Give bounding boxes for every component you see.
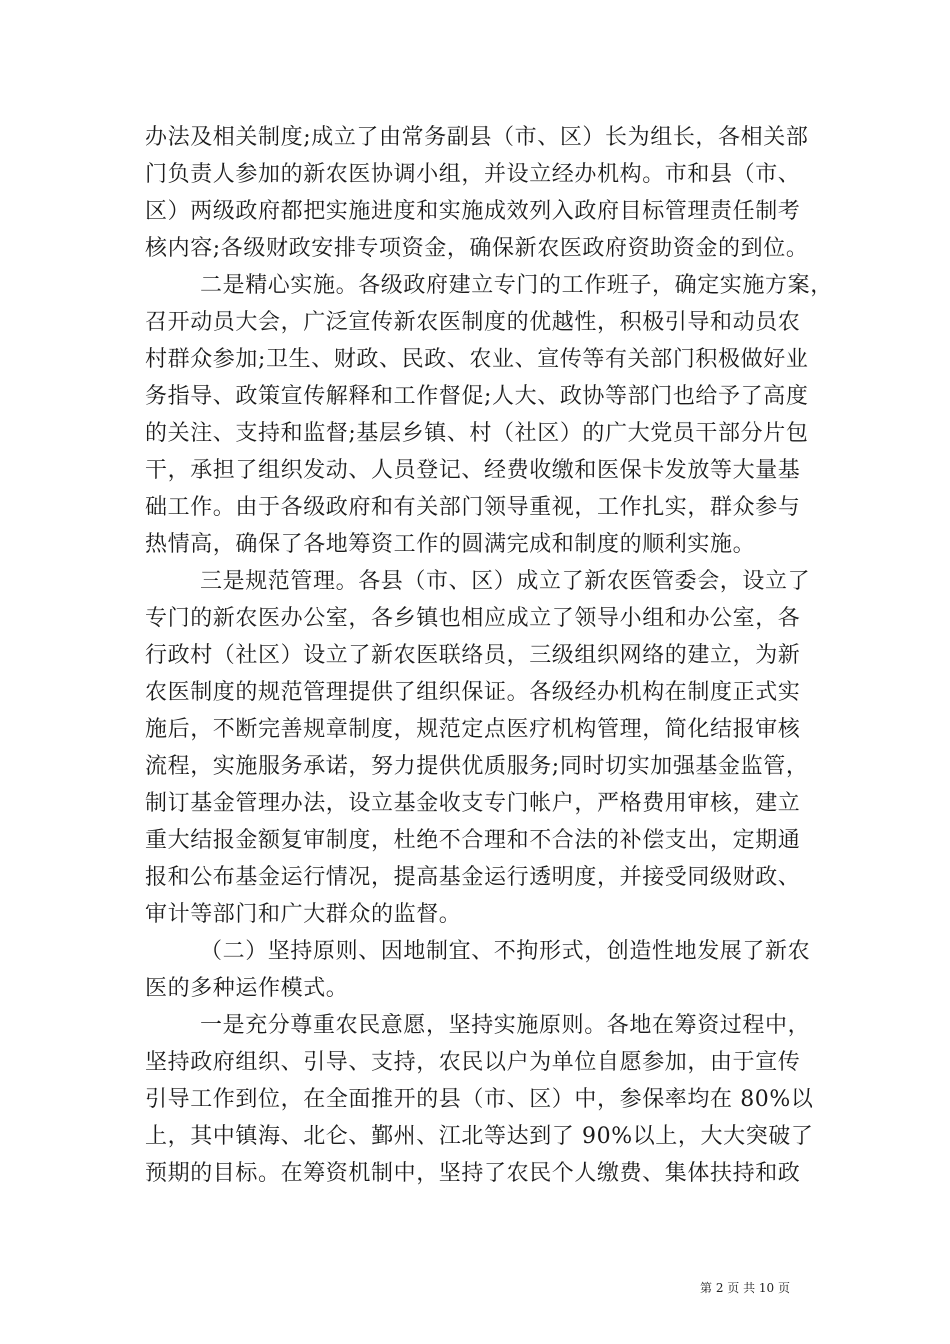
text-line: 医的多种运作模式。 — [145, 976, 349, 1001]
text-line: 报和公布基金运行情况，提高基金运行透明度，并接受同级财政、 — [145, 865, 801, 890]
text-line: 三是规范管理。各县（市、区）成立了新农医管委会，设立了 — [200, 569, 811, 594]
text-line: 础工作。由于各级政府和有关部门领导重视，工作扎实，群众参与 — [145, 495, 801, 520]
text-line: 行政村（社区）设立了新农医联络员，三级组织网络的建立，为新 — [145, 643, 801, 668]
text-line: 专门的新农医办公室，各乡镇也相应成立了领导小组和办公室，各 — [145, 606, 801, 631]
text-line: 热情高，确保了各地筹资工作的圆满完成和制度的顺利实施。 — [145, 532, 756, 557]
text-line: 施后，不断完善规章制度，规范定点医疗机构管理，简化结报审核 — [145, 717, 801, 742]
text-line: 坚持政府组织、引导、支持，农民以户为单位自愿参加，由于宣传 — [145, 1050, 801, 1075]
text-line: 流程，实施服务承诺，努力提供优质服务;同时切实加强基金监管， — [145, 754, 809, 779]
text-line: 农医制度的规范管理提供了组织保证。各级经办机构在制度正式实 — [145, 680, 801, 705]
text-line: 制订基金管理办法，设立基金收支专门帐户，严格费用审核，建立 — [145, 791, 801, 816]
text-line: 二是精心实施。各级政府建立专门的工作班子，确定实施方案， — [200, 273, 833, 298]
text-line: 区）两级政府都把实施进度和实施成效列入政府目标管理责任制考 — [145, 199, 801, 224]
page-footer: 第 2 页 共 10 页 — [700, 1281, 790, 1295]
text-line: 的关注、支持和监督;基层乡镇、村（社区）的广大党员干部分片包 — [145, 421, 809, 446]
text-line: 引导工作到位，在全面推开的县（市、区）中，参保率均在 80%以 — [145, 1087, 814, 1112]
text-line: 重大结报金额复审制度，杜绝不合理和不合法的补偿支出，定期通 — [145, 828, 801, 853]
text-line: （二）坚持原则、因地制宜、不拘形式，创造性地发展了新农 — [200, 939, 811, 964]
text-line: 上，其中镇海、北仑、鄞州、江北等达到了 90%以上，大大突破了 — [145, 1124, 814, 1149]
text-line: 一是充分尊重农民意愿，坚持实施原则。各地在筹资过程中， — [200, 1013, 811, 1038]
text-line: 门负责人参加的新农医协调小组，并设立经办机构。市和县（市、 — [145, 162, 801, 187]
text-line: 干，承担了组织发动、人员登记、经费收缴和医保卡发放等大量基 — [145, 458, 801, 483]
text-line: 办法及相关制度;成立了由常务副县（市、区）长为组长，各相关部 — [145, 125, 809, 150]
text-line: 核内容;各级财政安排专项资金，确保新农医政府资助资金的到位。 — [145, 236, 809, 261]
text-line: 召开动员大会，广泛宣传新农医制度的优越性，积极引导和动员农 — [145, 310, 801, 335]
text-line: 村群众参加;卫生、财政、民政、农业、宣传等有关部门积极做好业 — [145, 347, 809, 372]
text-line: 务指导、政策宣传解释和工作督促;人大、政协等部门也给予了高度 — [145, 384, 809, 409]
text-line: 审计等部门和广大群众的监督。 — [145, 902, 462, 927]
text-line: 预期的目标。在筹资机制中，坚持了农民个人缴费、集体扶持和政 — [145, 1161, 801, 1186]
